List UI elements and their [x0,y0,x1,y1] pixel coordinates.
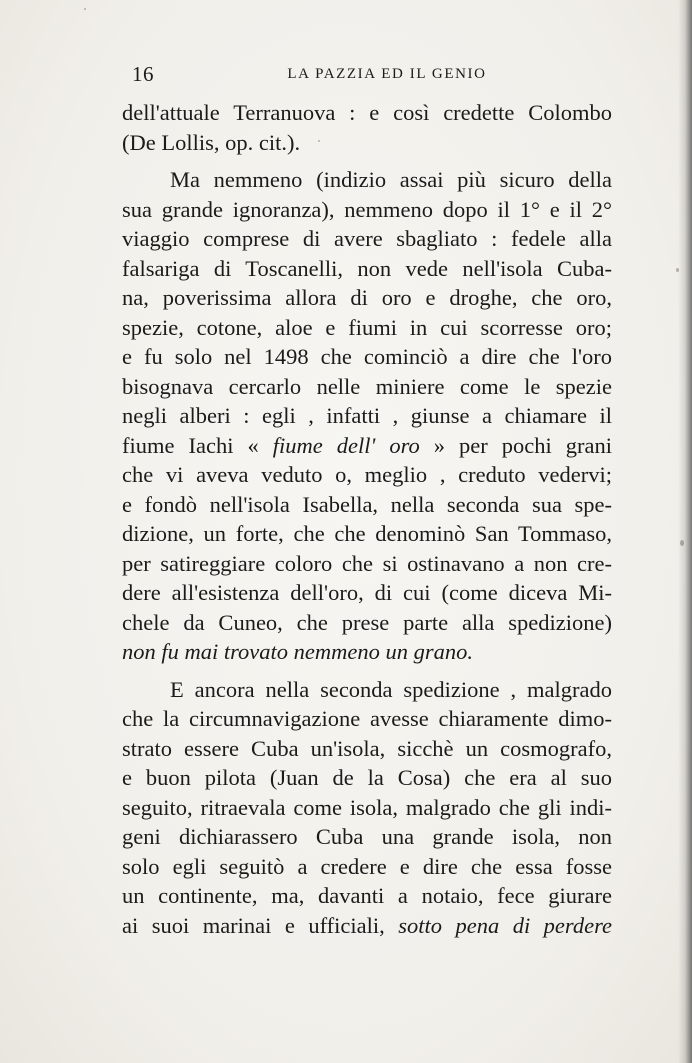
text-line: chele da Cuneo, che prese parte alla spedizione) [122,609,612,635]
text-line: negli alberi : egli , infatti , giunse a chiamare il [122,403,612,428]
paper-speck [680,540,684,546]
paper-speck [84,8,86,10]
text-line: sua grande ignoranza), nemmeno dopo il 1° e il 2° [122,196,612,222]
italic-run: fiume dell' oro [272,432,420,458]
text-line-with-quote [122,431,612,461]
text-line [122,911,612,941]
page-number: 16 [132,62,154,86]
paper-speck [676,268,679,272]
text-line: spezie, cotone, aloe e fiumi in cui scorresse oro; [122,314,612,340]
text-line: strato essere Cuba un'isola, sicchè un cosmografo, [122,735,612,761]
italic-run: non fu mai trovato nemmeno un grano. [122,639,474,664]
page-header [128,58,610,88]
text-run: fiume Iachi « [122,432,273,458]
text-line: na, poverissima allora di oro e droghe, che oro, [122,285,612,310]
text-line: dizione, un forte, che che denominò San Tommaso, [122,521,612,546]
text-line: bisognava cercarlo nelle miniere come le spezie [122,373,612,399]
paragraph-first-line: E ancora nella seconda spedizione , malgrado [170,676,612,702]
text-line: che la circumnavigazione avesse chiaramente dimo- [122,706,612,731]
text-line: seguito, ritraevala come isola, malgrado che gli indi- [122,794,612,820]
text-line: dere all'esistenza dell'oro, di cui (come diceva Mi- [122,580,612,605]
text-line: e buon pilota (Juan de la Cosa) che era al suo [122,765,612,790]
running-title: LA PAZZIA ED IL GENIO [287,66,487,82]
text-line: geni dichiarassero Cuba una grande isola, non [122,824,612,849]
body-text [122,98,612,940]
text-line: che vi aveva veduto o, meglio , creduto vedervi; [122,462,612,487]
italic-run: sotto pena di perdere [398,912,612,938]
text-line: e fu solo nel 1498 che cominciò a dire che l'oro [122,344,612,369]
text-line: dell'attuale Terranuova : e così credette Colombo [122,100,612,125]
text-line: (De Lollis, op. cit.). [122,129,301,155]
text-line: solo egli seguitò a credere e dire che essa fosse [122,853,612,879]
italic-line [122,637,612,667]
text-run: » per pochi grani [419,432,612,458]
text-line: falsariga di Toscanelli, non vede nell'isola Cuba- [122,255,612,281]
page-edge-shadow [678,0,692,1063]
text-line: e fondò nell'isola Isabella, nella seconda sua spe- [122,491,612,517]
paper-speck [318,140,320,142]
text-line: per satireggiare coloro che si ostinavano a non cre- [122,550,612,576]
text-line: un continente, ma, davanti a notaio, fece giurare [122,883,612,908]
text-line: viaggio comprese di avere sbagliato : fedele alla [122,226,612,251]
text-run: ai suoi marinai e ufficiali, [122,912,399,938]
paragraph-first-line: Ma nemmeno (indizio assai più sicuro della [170,167,612,192]
